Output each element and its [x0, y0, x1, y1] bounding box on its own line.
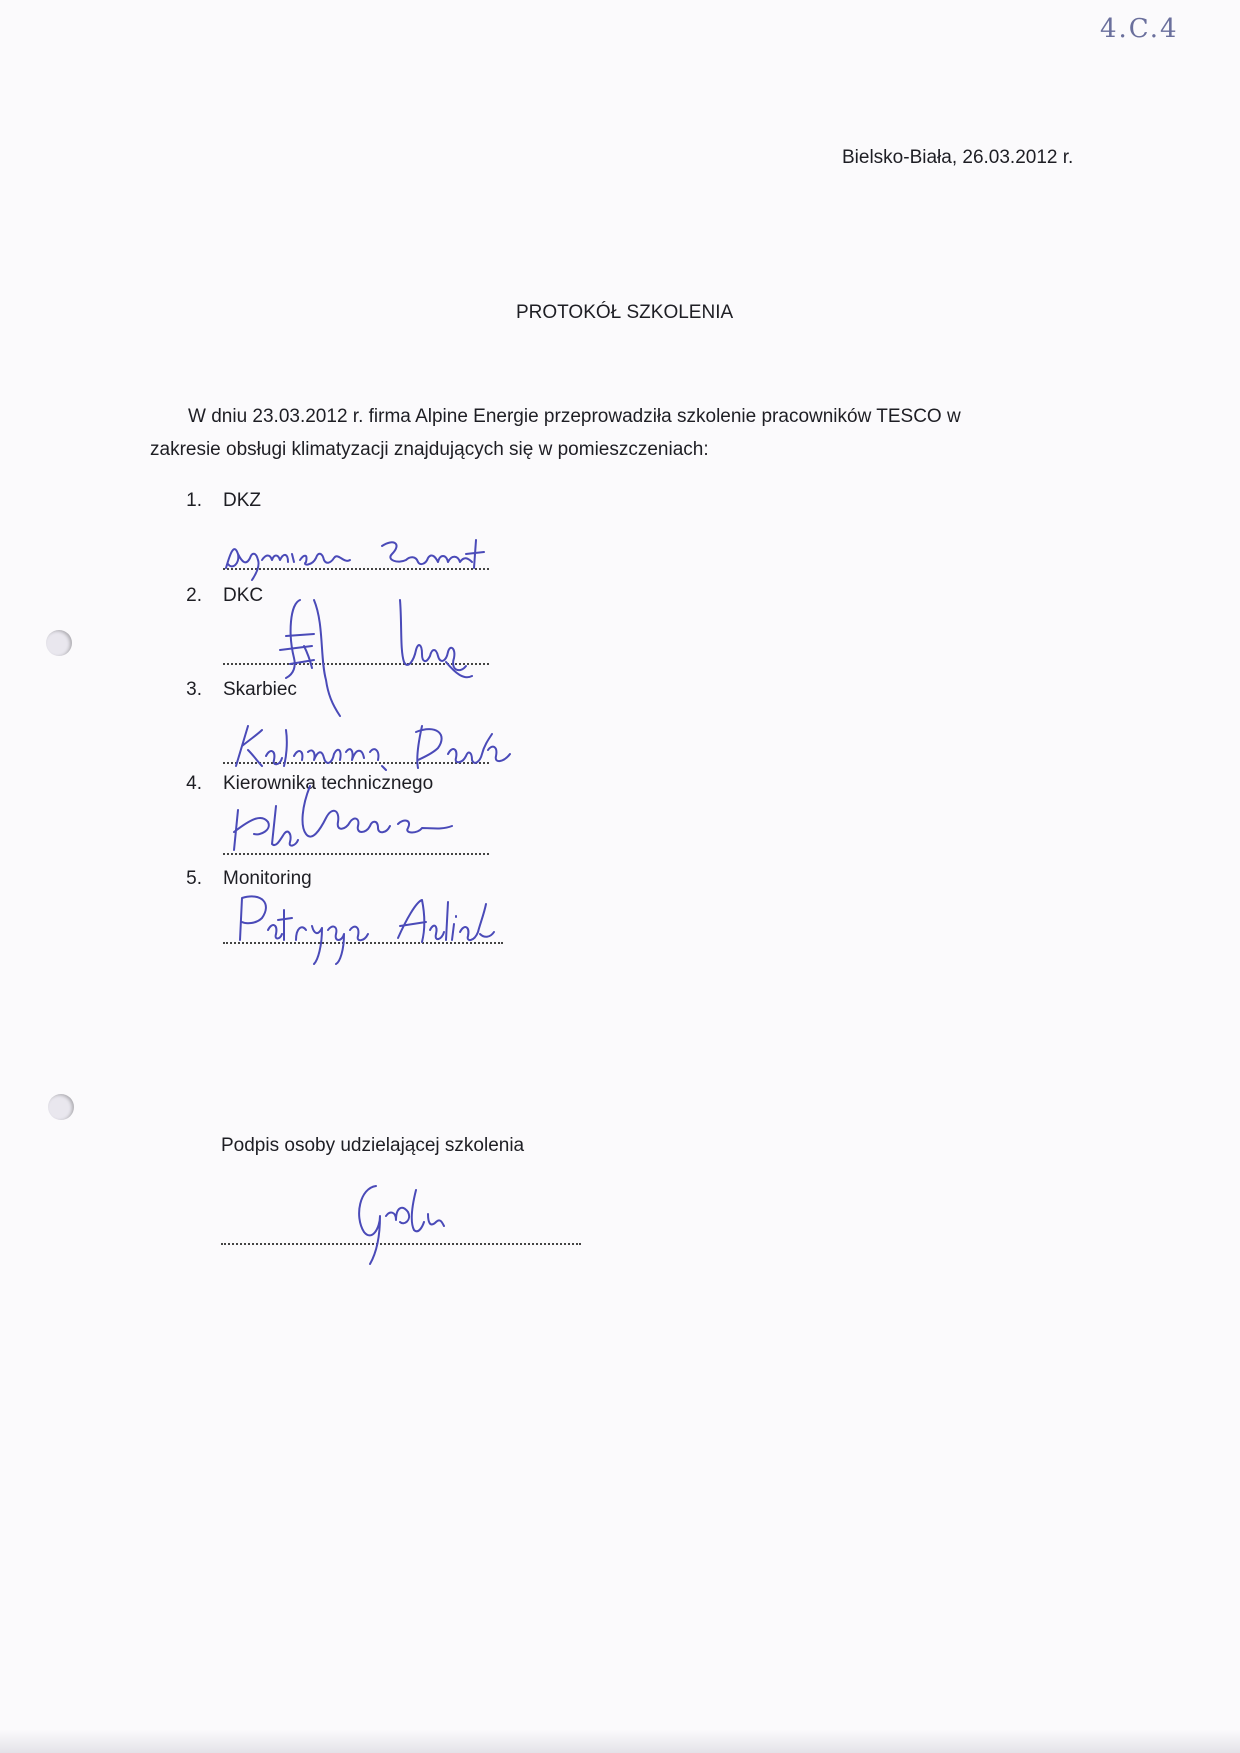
signature-trainer	[340, 1176, 460, 1266]
list-number: 4.	[186, 773, 202, 794]
place-and-date: Bielsko-Biała, 26.03.2012 r.	[842, 147, 1074, 168]
location-label-kierownika-technicznego: Kierownika technicznego	[223, 773, 434, 794]
signature-dkz	[222, 524, 522, 584]
punch-hole	[46, 630, 72, 656]
intro-line-2: zakresie obsługi klimatyzacji znajdujących się w pomieszczeniach:	[150, 439, 709, 460]
page-bottom-edge	[0, 1730, 1240, 1753]
trainer-signature-label: Podpis osoby udzielającej szkolenia	[221, 1135, 525, 1156]
punch-hole	[48, 1094, 74, 1120]
handwritten-corner-note: 4.C.4	[1100, 14, 1179, 44]
signature-monitoring	[222, 890, 512, 970]
list-number: 3.	[186, 679, 202, 700]
location-label-dkz: DKZ	[223, 490, 261, 511]
list-number: 1.	[186, 490, 202, 511]
list-number: 2.	[186, 585, 202, 606]
document-title: PROTOKÓŁ SZKOLENIA	[516, 302, 734, 323]
location-label-monitoring: Monitoring	[223, 868, 312, 889]
list-number: 5.	[186, 868, 202, 889]
location-label-skarbiec: Skarbiec	[223, 679, 297, 700]
signature-dkc	[250, 594, 510, 724]
intro-line-1: W dniu 23.03.2012 r. firma Alpine Energie przeprowadziła szkolenie pracowników TESCO w	[188, 406, 961, 427]
signature-kierownik	[222, 770, 482, 860]
location-label-dkc: DKC	[223, 585, 264, 606]
